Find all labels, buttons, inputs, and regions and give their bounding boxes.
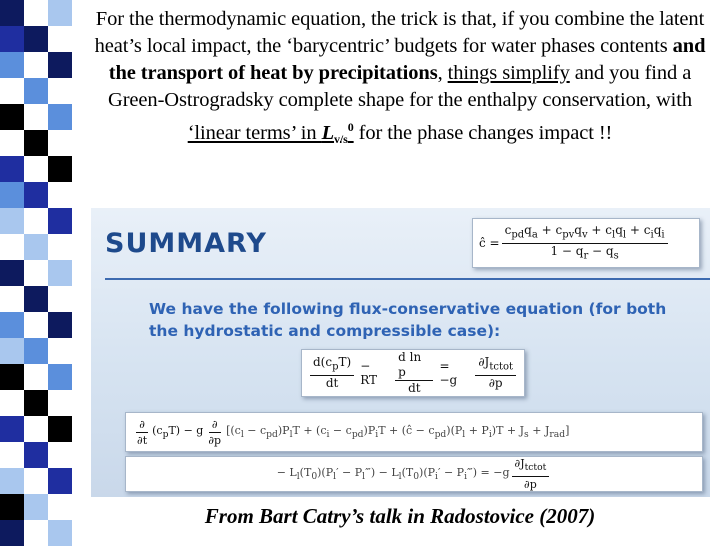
strip-square: [24, 26, 48, 52]
equation-heat-capacity: ĉ = $\frac{c_{pd}q_a + c_{pv}q_v + c_lq_l + c_iq_i}{1 - q_r - q_s}$: [472, 218, 700, 268]
strip-square: [48, 156, 72, 182]
strip-square: [24, 78, 48, 104]
strip-square: [0, 52, 24, 78]
strip-square: [0, 260, 24, 286]
slide-title: SUMMARY: [105, 228, 267, 259]
strip-square: [48, 52, 72, 78]
strip-square: [0, 338, 24, 364]
embedded-slide-image: [91, 208, 710, 497]
latent-heat-superscript: 0: [347, 120, 354, 134]
source-caption: From Bart Catry’s talk in Radostovice (2007): [204, 504, 596, 528]
strip-square: [48, 468, 72, 494]
strip-square: [24, 182, 48, 208]
strip-square: [0, 520, 24, 546]
paragraph-text: For the thermodynamic equation, the trick is that, if you combine the latent heat’s local impact, the ‘barycentric’ budgets for water phases contents: [94, 8, 705, 57]
explanation-paragraph: [80, 6, 720, 153]
strip-square: [0, 182, 24, 208]
strip-square: [0, 468, 24, 494]
strip-square: [24, 338, 48, 364]
strip-square: [0, 156, 24, 182]
strip-square: [24, 442, 48, 468]
strip-square: [0, 208, 24, 234]
decorative-square-strip: [0, 0, 80, 540]
strip-square: [24, 234, 48, 260]
paragraph-text: and you find a Green-Ostrogradsky complete shape for the enthalpy conservation, with: [108, 62, 692, 111]
strip-square: [48, 364, 72, 390]
strip-square: [0, 416, 24, 442]
strip-square: [0, 312, 24, 338]
paragraph-bold-text: and the transport of heat by precipitations: [108, 35, 706, 84]
strip-square: [0, 104, 24, 130]
strip-square: [48, 416, 72, 442]
strip-square: [0, 364, 24, 390]
equation-flux-conservative-line1: $\frac{\partial}{\partial t}$ $(c_pT) - g$ $\frac{\partial}{\partial p}$ [$(c_l - c_{pd})P_lT + (c_i - c_{pd})P_iT$ + (ĉ − $c_{pd})(P_l + P_i)T + J_s + J_{rad}$]: [125, 412, 703, 452]
strip-square: [0, 26, 24, 52]
strip-square: [0, 0, 24, 26]
strip-square: [48, 0, 72, 26]
paragraph-text: ,: [437, 62, 448, 84]
strip-square: [48, 104, 72, 130]
linear-terms-text: ‘linear terms’ in: [187, 122, 322, 144]
strip-square: [48, 208, 72, 234]
equation-flux-conservative-line2: − $L_l(T_0)(P_l'$ − $P_l‴) - L_l(T_0)(P_i'$ − $P_i‴) = -g$ $\frac{\partial J_{tctot}}{\partial p}$: [125, 456, 703, 492]
latent-heat-subscript: v/s: [334, 132, 348, 146]
paragraph-text: for the phase changes impact !!: [353, 122, 613, 144]
strip-square: [48, 312, 72, 338]
strip-square: [48, 520, 72, 546]
strip-square: [24, 390, 48, 416]
strip-square: [24, 130, 48, 156]
strip-square: [48, 260, 72, 286]
latent-heat-symbol: L: [321, 122, 335, 144]
strip-square: [0, 494, 24, 520]
equation-enthalpy: $\frac{d(c_pT)}{dt}$ − RT $\frac{\text{d ln p}}{dt}$ = −g $\frac{\partial J_{tctot}}{\partial p}$: [301, 349, 525, 397]
slide-divider: [105, 278, 710, 280]
slide-intro-text: We have the following flux-conservative equation (for both the hydrostatic and compressible case):: [149, 300, 667, 340]
paragraph-underlined-text: [188, 122, 354, 144]
paragraph-underlined-text: things simplify: [447, 62, 570, 84]
strip-square: [24, 494, 48, 520]
strip-square: [24, 286, 48, 312]
